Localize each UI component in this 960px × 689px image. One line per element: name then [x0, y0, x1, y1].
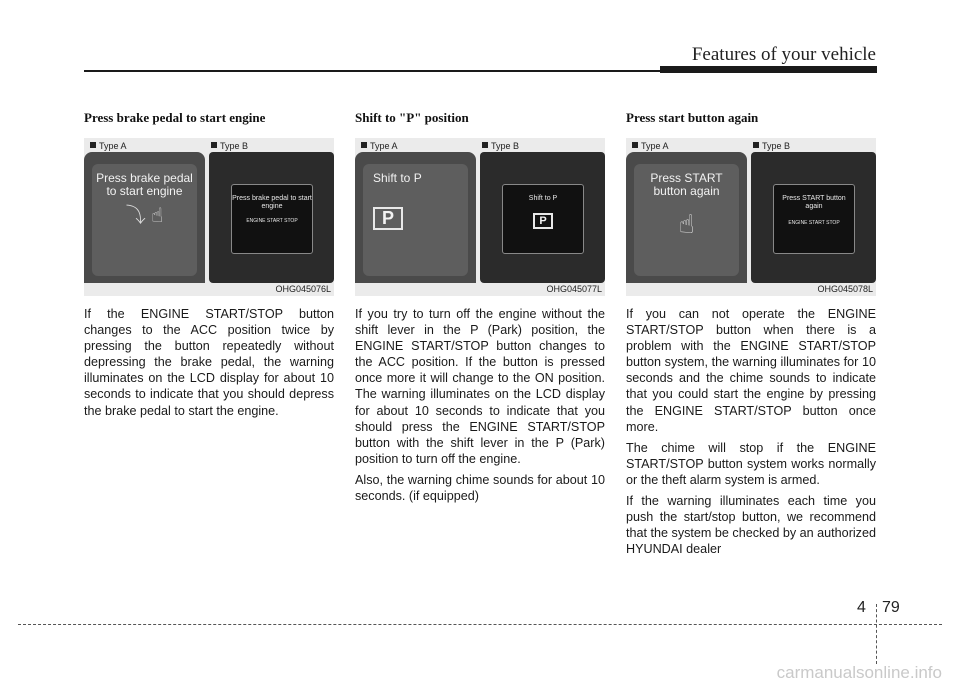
paragraph: If you can not operate the ENGINE START/STOP button when there is a problem with the ENGINE START/STOP button system, the warning illuminates for 10 seconds and the chime sounds to indicate that you could start the engine by pressing the ENGINE START/STOP button once more.	[626, 307, 876, 434]
paragraph: If you try to turn off the engine without the shift lever in the P (Park) position, the ENGINE START/STOP button changes to the ACC position. If the button is pressed once more it will change to the ON position. The warning illuminates on the LCD display for about 10 seconds to indicate that you should press the ENGINE START/STOP button with the shift lever in the P (Park) position to turn off the engine.	[355, 307, 605, 466]
footer-rule	[18, 624, 942, 625]
cluster-screen-type-a	[355, 152, 476, 283]
park-gear-icon: P	[533, 213, 552, 229]
page-number: 79	[882, 599, 900, 616]
park-gear-icon: P	[373, 207, 403, 230]
figure-code: OHG045078L	[817, 284, 873, 294]
figure-shift-to-p	[355, 138, 605, 296]
column-title: Press brake pedal to start engine	[84, 110, 266, 125]
screen-message: Shift to P	[373, 171, 422, 185]
cluster-screen-type-b	[480, 152, 605, 283]
brake-pedal-icon: ⤵ ☝	[125, 205, 164, 227]
screen-message: Press START button again	[782, 195, 846, 210]
paragraph: If the ENGINE START/STOP button changes to the ACC position twice by pressing the button repeatedly without depressing the brake pedal, the warning illuminates on the LCD display for about 10 seconds to indicate that you should depress the brake pedal to start the engine.	[84, 307, 334, 418]
figure-code: OHG045077L	[546, 284, 602, 294]
figure-brake-pedal	[84, 138, 334, 296]
column-press-start-again	[626, 110, 876, 557]
cluster-screen-type-b	[751, 152, 876, 283]
section-title: Features of your vehicle	[691, 44, 876, 65]
type-a-label: Type A	[90, 141, 127, 151]
footer-divider	[876, 604, 877, 664]
screen-message: Press brake pedal to start engine	[232, 195, 312, 210]
screen-message: Press START button again	[650, 171, 723, 198]
cluster-screen-type-a	[626, 152, 747, 283]
type-b-label: Type B	[211, 141, 248, 151]
type-b-label: Type B	[753, 141, 790, 151]
figure-press-start-again	[626, 138, 876, 296]
watermark: carmanualsonline.info	[776, 663, 942, 682]
cluster-screen-type-b	[209, 152, 334, 283]
paragraph: The chime will stop if the ENGINE START/STOP button system works normally or the theft alarm system is armed.	[626, 440, 876, 487]
paragraph: If the warning illuminates each time you push the start/stop button, we recommend that the system be checked by an authorized HYUNDAI dealer	[626, 494, 876, 557]
chapter-number: 4	[857, 599, 866, 616]
cluster-screen-type-a	[84, 152, 205, 283]
column-title: Shift to "P" position	[355, 110, 469, 125]
column-brake-pedal	[84, 110, 334, 419]
screen-message: Shift to P	[528, 195, 558, 202]
screen-message: Press brake pedal to start engine	[96, 171, 193, 198]
column-shift-to-p	[355, 110, 605, 504]
column-title: Press start button again	[626, 110, 759, 125]
paragraph: Also, the warning chime sounds for about 10 seconds. (if equipped)	[355, 472, 605, 504]
press-button-icon: ☝	[678, 209, 695, 239]
header-rule-bold	[660, 66, 877, 73]
type-a-label: Type A	[632, 141, 669, 151]
type-b-label: Type B	[482, 141, 519, 151]
engine-start-stop-icon: ENGINE START STOP	[246, 218, 298, 224]
figure-code: OHG045076L	[275, 284, 331, 294]
engine-start-stop-icon: ENGINE START STOP	[788, 220, 840, 226]
header-rule	[84, 70, 660, 72]
type-a-label: Type A	[361, 141, 398, 151]
